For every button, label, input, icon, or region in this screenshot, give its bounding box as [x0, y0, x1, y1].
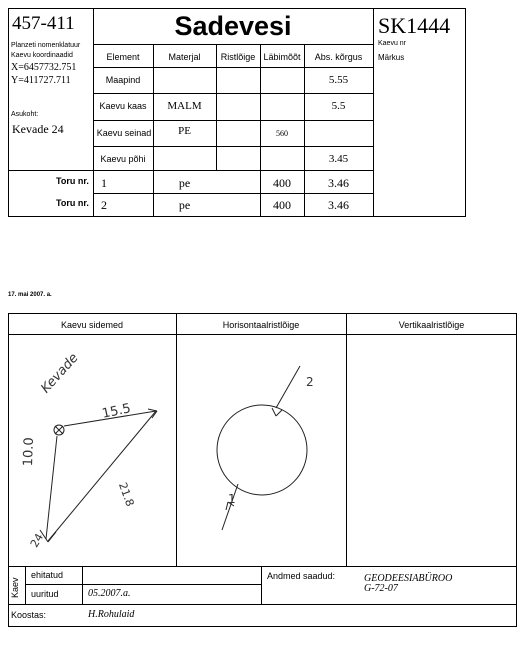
coord-label: Kaevu koordinaadid [11, 52, 73, 59]
col-height: Abs. kõrgus [314, 52, 363, 62]
location-label: Asukoht: [11, 111, 39, 118]
author-label: Koostas: [11, 610, 47, 620]
pipe-2-note: 2 [306, 375, 314, 389]
kaev-label: Kaev [10, 577, 20, 598]
dimension-15: 15.5 [100, 401, 133, 422]
well-number: SK1444 [378, 13, 451, 38]
row-material: PE [178, 125, 191, 137]
pipe-diameter: 400 [273, 176, 291, 190]
pipe-label: Toru nr. [56, 198, 89, 208]
row-element: Kaevu põhi [100, 154, 146, 164]
row-material: MALM [167, 100, 202, 112]
document-date: 17. mai 2007. a. [8, 292, 52, 298]
page-title: Sadevesi [174, 11, 292, 41]
source-code: G-72-07 [364, 583, 398, 594]
nomenclature-label: Planzeti nomenklatuur [11, 42, 81, 49]
source-value: GEODEESIABÜROO [364, 573, 453, 584]
section-connections: Kaevu sidemed [60, 320, 124, 330]
col-element: Element [106, 52, 140, 62]
pipe-label: Toru nr. [56, 176, 89, 186]
pipe-material: pe [178, 198, 191, 212]
row-height: 5.5 [331, 100, 346, 112]
pipe-material: pe [178, 176, 191, 190]
surveyed-label: uuritud [31, 589, 59, 599]
surveyed-value: 05.2007.a. [88, 588, 131, 599]
row-height: 3.45 [328, 153, 349, 165]
nomenclature: 457-411 [12, 13, 75, 34]
col-crosssection: Ristlõige [220, 52, 256, 62]
built-label: ehitatud [31, 570, 64, 580]
col-diameter: Läbimõõt [263, 52, 301, 62]
row-element: Kaevu seinad [96, 128, 152, 138]
author-value: H.Rohulaid [88, 609, 135, 620]
x-coord: X=6457732.751 [11, 62, 77, 73]
row-element: Maapind [105, 75, 141, 85]
number-note: 24 [27, 531, 47, 550]
pipe-1-note: 1 [228, 492, 236, 506]
row-height: 5.55 [328, 74, 349, 86]
well-number-label: Kaevu nr [378, 40, 407, 47]
location-value: Kevade 24 [12, 122, 64, 136]
dimension-10: 10.0 [21, 437, 38, 467]
col-material: Materjal [168, 52, 201, 62]
pipe-diameter: 400 [273, 198, 291, 212]
pipe-height: 3.46 [328, 198, 349, 212]
diagonal-note: 21.8 [115, 480, 137, 509]
remarks-label: Märkus [378, 53, 405, 62]
pipe-no: 1 [101, 176, 107, 190]
horizontal-section-sketch [176, 334, 346, 566]
pipe-no: 2 [101, 198, 107, 212]
pipe-height: 3.46 [328, 176, 349, 190]
y-coord: Y=411727.711 [11, 75, 71, 86]
section-horizontal: Horisontaalristlõige [222, 320, 300, 330]
row-element: Kaevu kaas [99, 101, 147, 111]
street-note: Kevade [38, 350, 82, 397]
row-diameter: 560 [276, 129, 288, 138]
source-label: Andmed saadud: [267, 571, 336, 581]
section-vertical: Vertikaalristlõige [398, 320, 465, 330]
